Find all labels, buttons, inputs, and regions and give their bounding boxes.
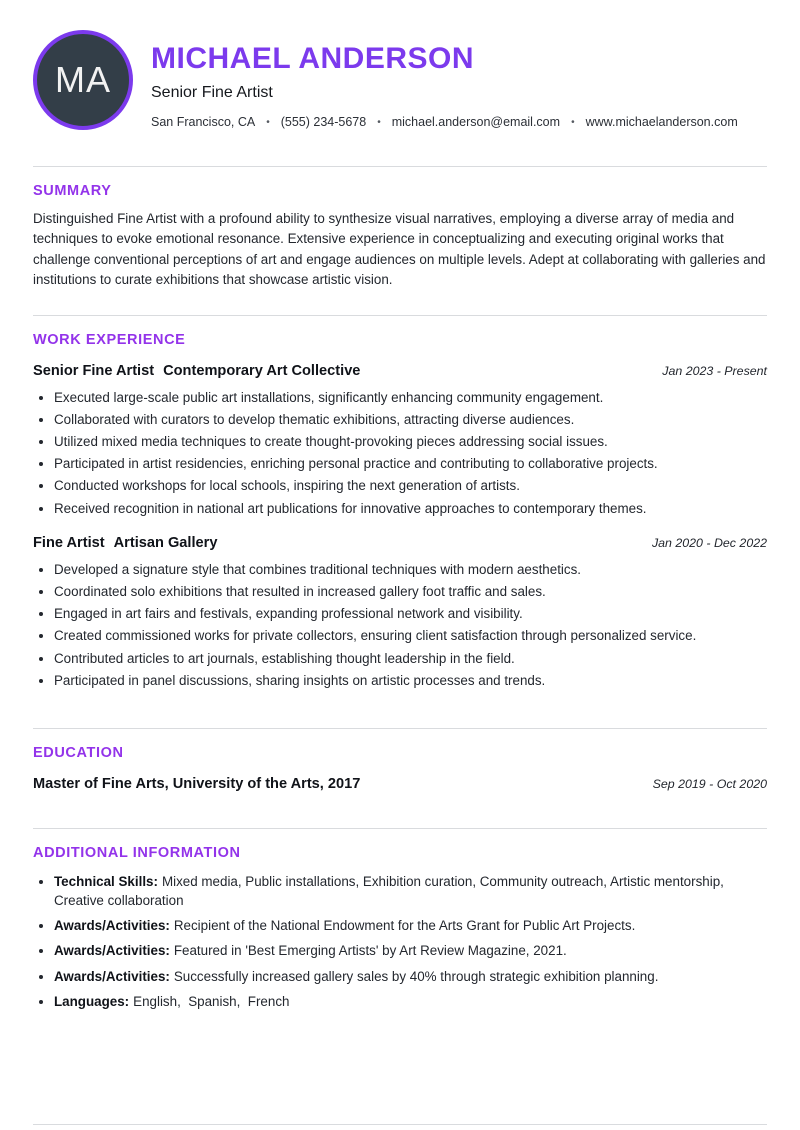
- additional-item: [54, 968, 767, 987]
- additional-item: [54, 993, 767, 1012]
- additional-item: [54, 873, 767, 911]
- additional-item-text: Recipient of the National Endowment for the Arts Grant for Public Art Projects.: [173, 918, 636, 934]
- additional-item-label: Awards/Activities:: [54, 918, 170, 934]
- work-heading: WORK EXPERIENCE: [33, 331, 186, 348]
- section-divider: [33, 728, 767, 729]
- additional-item-label: Awards/Activities:: [54, 943, 170, 959]
- avatar: [33, 30, 133, 130]
- additional-item-label: Awards/Activities:: [54, 968, 170, 984]
- job-title: [33, 363, 360, 379]
- job-role: Senior Fine Artist: [33, 362, 155, 379]
- work-section: [33, 315, 767, 692]
- job-bullet: • Conducted workshops for local schools, inspiring the next generation of artists.: [54, 475, 767, 497]
- bullet-separator: •: [266, 116, 270, 128]
- footer-divider: [33, 1124, 767, 1125]
- headline: Senior Fine Artist: [151, 84, 273, 101]
- job-bullet: • Utilized mixed media techniques to create thought-provoking pieces addressing social issues.: [54, 431, 767, 453]
- name-heading: MICHAEL ANDERSON: [151, 42, 475, 75]
- additional-item-label: Languages:: [54, 994, 130, 1010]
- section-divider: [33, 315, 767, 316]
- contact-website: www.michaelanderson.com: [585, 115, 738, 129]
- education-degree: Master of Fine Arts, University of the Arts, 2017: [33, 776, 361, 793]
- additional-item: [54, 942, 767, 961]
- education-heading: EDUCATION: [33, 745, 124, 762]
- additional-section: [33, 828, 767, 1012]
- job-entry: [33, 535, 767, 692]
- summary-text: Distinguished Fine Artist with a profound ability to synthesize visual narratives, employing a diverse array of media and techniques to evoke emotional resonance. Extensive experience in conceptualizing and executing original works that challenge conventional perceptions of art and engage audiences on multiple levels. Adept at collaborating with galleries and institutions to curate exhibitions that showcase artistic vision.: [33, 211, 766, 288]
- job-bullet: • Developed a signature style that combines traditional techniques with modern aesthetics.: [54, 559, 767, 581]
- job-bullet: • Created commissioned works for private collectors, ensuring client satisfaction through personalized service.: [54, 625, 767, 647]
- job-company: Artisan Gallery: [113, 534, 218, 551]
- section-divider: [33, 828, 767, 829]
- job-bullet: • Contributed articles to art journals, establishing thought leadership in the field.: [54, 648, 767, 670]
- job-entry-head: [33, 363, 767, 379]
- job-title: [33, 535, 217, 551]
- job-bullet: • Participated in artist residencies, enriching personal practice and contributing to collaborative projects.: [54, 453, 767, 475]
- resume-header: [33, 30, 767, 130]
- section-divider: [33, 166, 767, 167]
- additional-item-text: Mixed media, Public installations, Exhibition curation, Community outreach, Artistic mentorship, Creative collaboration: [54, 874, 728, 908]
- job-bullet: • Received recognition in national art publications for innovative approaches to contemporary themes.: [54, 498, 767, 520]
- job-bullet: • Coordinated solo exhibitions that resulted in increased gallery foot traffic and sales.: [54, 581, 767, 603]
- job-bullets: [33, 559, 767, 692]
- job-dates: Jan 2020 - Dec 2022: [651, 535, 767, 550]
- education-section: [33, 728, 767, 792]
- header-text: [151, 30, 738, 129]
- avatar-initials: MA: [55, 59, 111, 100]
- additional-list: [33, 873, 767, 1012]
- job-bullet: • Collaborated with curators to develop thematic exhibitions, attracting diverse audiences.: [54, 409, 767, 431]
- job-entry-head: [33, 535, 767, 551]
- job-bullet: • Participated in panel discussions, sharing insights on artistic processes and trends.: [54, 670, 767, 692]
- education-dates: Sep 2019 - Oct 2020: [652, 777, 767, 792]
- additional-item-label: Technical Skills:: [54, 874, 158, 890]
- additional-item-text: Featured in 'Best Emerging Artists' by Art Review Magazine, 2021.: [173, 943, 567, 959]
- job-dates: Jan 2023 - Present: [662, 363, 767, 378]
- contact-location: San Francisco, CA: [151, 115, 256, 129]
- job-bullet: • Executed large-scale public art installations, significantly enhancing community engagement.: [54, 387, 767, 409]
- additional-item-text: English, Spanish, French: [133, 994, 290, 1010]
- summary-heading: SUMMARY: [33, 183, 112, 199]
- contact-phone: (555) 234-5678: [280, 115, 367, 129]
- bullet-separator: •: [571, 116, 575, 128]
- job-bullets: [33, 387, 767, 520]
- job-entry: [33, 363, 767, 520]
- job-company: Contemporary Art Collective: [163, 362, 361, 379]
- job-role: Fine Artist: [33, 534, 105, 551]
- bullet-separator: •: [377, 116, 381, 128]
- additional-item-text: Successfully increased gallery sales by 40% through strategic exhibition planning.: [173, 968, 659, 984]
- additional-item: [54, 917, 767, 936]
- summary-section: [33, 166, 767, 291]
- contact-row: [151, 115, 738, 129]
- additional-heading: ADDITIONAL INFORMATION: [33, 845, 241, 862]
- contact-email: michael.anderson@email.com: [391, 115, 561, 129]
- job-bullet: • Engaged in art fairs and festivals, expanding professional network and visibility.: [54, 603, 767, 625]
- education-entry-head: [33, 776, 767, 792]
